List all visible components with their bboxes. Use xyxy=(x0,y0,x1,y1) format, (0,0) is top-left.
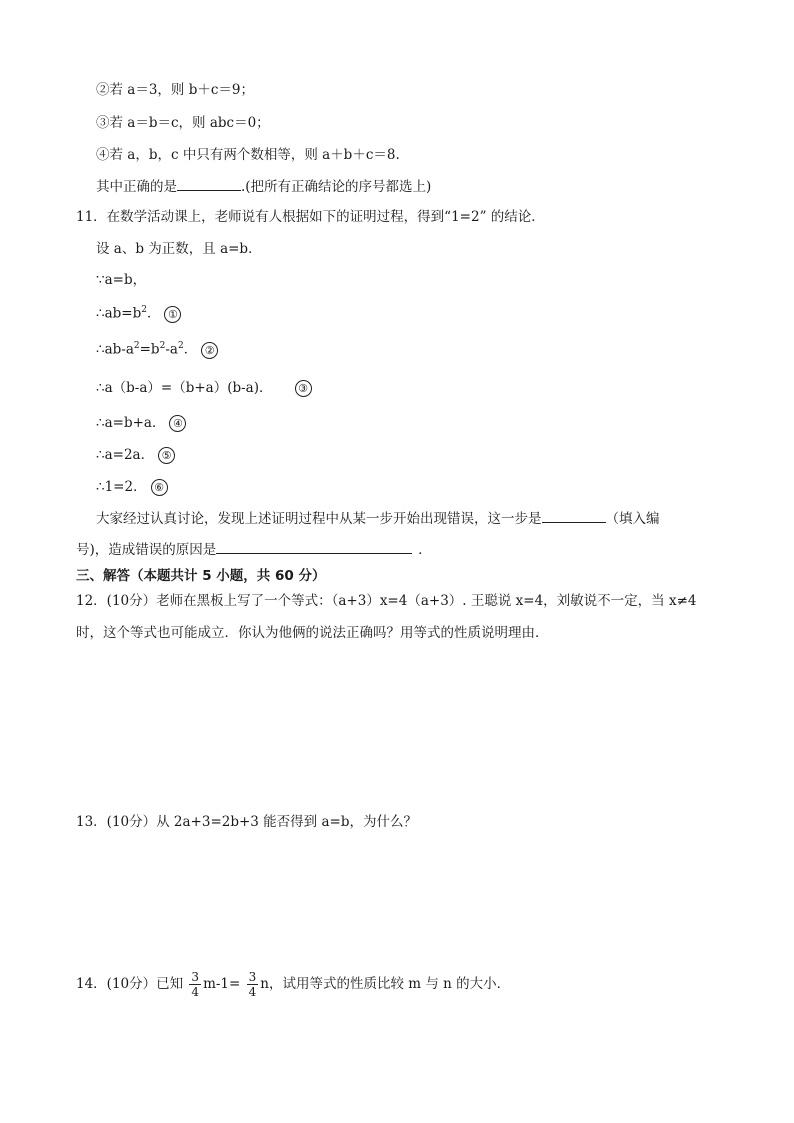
q11-discussion-line2 xyxy=(76,539,432,560)
q10-item-2 xyxy=(96,80,254,100)
step-text: ∴a（b-a）=（b+a）(b-a)． xyxy=(96,380,273,396)
q10-item-4-text: 若 a，b，c 中只有两个数相等，则 a＋b＋c＝8. xyxy=(109,147,400,163)
q14-mid: m-1= xyxy=(203,976,241,992)
q14-line xyxy=(76,970,510,999)
q10-answer-prefix: 其中正确的是 xyxy=(96,179,177,195)
q11-setup: 设 a、b 为正数，且 a=b． xyxy=(96,241,262,257)
step-text: ∵a=b， xyxy=(96,272,147,288)
step-exponent: 2 xyxy=(159,341,166,351)
section-3-title: 三、解答（本题共计 5 小题，共 60 分） xyxy=(76,568,326,584)
step-tail: ． xyxy=(183,341,198,358)
step-circled-number: ③ xyxy=(295,380,312,397)
q11-discussion-end: ． xyxy=(418,542,432,558)
q12-line1: 12．(10分）老师在黑板上写了一个等式：（a+3）x=4（a+3）. 王聪说 x=4，刘敏说不一定，当 x≠4 xyxy=(76,593,697,609)
reason-answer-blank[interactable] xyxy=(216,539,412,554)
step-circled-number: ② xyxy=(201,342,218,359)
step-exponent: 2 xyxy=(133,341,140,351)
q10-answer-line xyxy=(96,176,431,197)
fraction-numerator: 3 xyxy=(191,970,200,984)
q11-step-2 xyxy=(96,336,218,360)
circled-number-3: ③ xyxy=(96,115,110,131)
q11-step-1 xyxy=(96,300,181,324)
step-circled-number: ⑤ xyxy=(158,447,175,464)
fraction-denominator: 4 xyxy=(248,985,257,999)
step-text: ∴a=b+a． xyxy=(96,415,166,431)
fraction-three-quarters xyxy=(247,970,259,999)
q11-step-4 xyxy=(96,413,186,433)
q10-item-4 xyxy=(96,145,400,165)
q14-suffix: n，试用等式的性质比较 m 与 n 的大小． xyxy=(260,976,511,992)
q10-item-3 xyxy=(96,113,270,133)
q12-line2: 时，这个等式也可能成立．你认为他俩的说法正确吗？用等式的性质说明理由． xyxy=(76,625,549,641)
step-text: ∴a=2a． xyxy=(96,447,155,463)
step-exponent: 2 xyxy=(177,341,184,351)
q11-discussion-b: （填入编 xyxy=(605,511,660,527)
q11-discussion-a: 大家经过认真讨论，发现上述证明过程中从某一步开始出现错误，这一步是 xyxy=(96,511,542,527)
step-text: ∴ab-a xyxy=(96,341,134,358)
q11-step-3 xyxy=(96,378,312,398)
step-tail: -a xyxy=(165,341,178,358)
q11-step-6 xyxy=(96,477,168,497)
step-circled-number: ④ xyxy=(169,415,186,432)
q10-answer-suffix: .(把所有正确结论的序号都选上) xyxy=(241,179,432,195)
step-tail: ． xyxy=(146,305,161,322)
q14-prefix: 14．(10分）已知 xyxy=(76,976,184,992)
step-answer-blank[interactable] xyxy=(542,508,606,523)
step-text: ∴1=2． xyxy=(96,479,147,495)
fraction-three-quarters xyxy=(189,970,201,999)
q11-stem: 11．在数学活动课上，老师说有人根据如下的证明过程，得到“1=2” 的结论． xyxy=(76,209,545,225)
q13-text: 13．(10分）从 2a+3=2b+3 能否得到 a=b，为什么？ xyxy=(76,814,417,830)
step-exponent: 2 xyxy=(141,305,147,315)
q11-discussion-line1 xyxy=(96,508,660,529)
q10-item-2-text: 若 a＝3，则 b＋c＝9； xyxy=(109,82,255,98)
fraction-numerator: 3 xyxy=(248,970,257,984)
q10-item-3-text: 若 a＝b＝c，则 abc＝0； xyxy=(109,115,270,131)
step-text: ∴ab=b xyxy=(96,305,142,322)
fraction-denominator: 4 xyxy=(191,985,200,999)
answer-blank[interactable] xyxy=(177,176,241,191)
q11-step-0 xyxy=(96,270,146,290)
circled-number-2: ② xyxy=(96,82,110,98)
step-circled-number: ⑥ xyxy=(151,479,168,496)
circled-number-4: ④ xyxy=(96,147,110,163)
q11-step-5 xyxy=(96,445,175,465)
step-circled-number: ① xyxy=(164,306,181,323)
q11-discussion-c: 号)，造成错误的原因是 xyxy=(76,542,217,558)
step-mid: =b xyxy=(139,341,160,358)
